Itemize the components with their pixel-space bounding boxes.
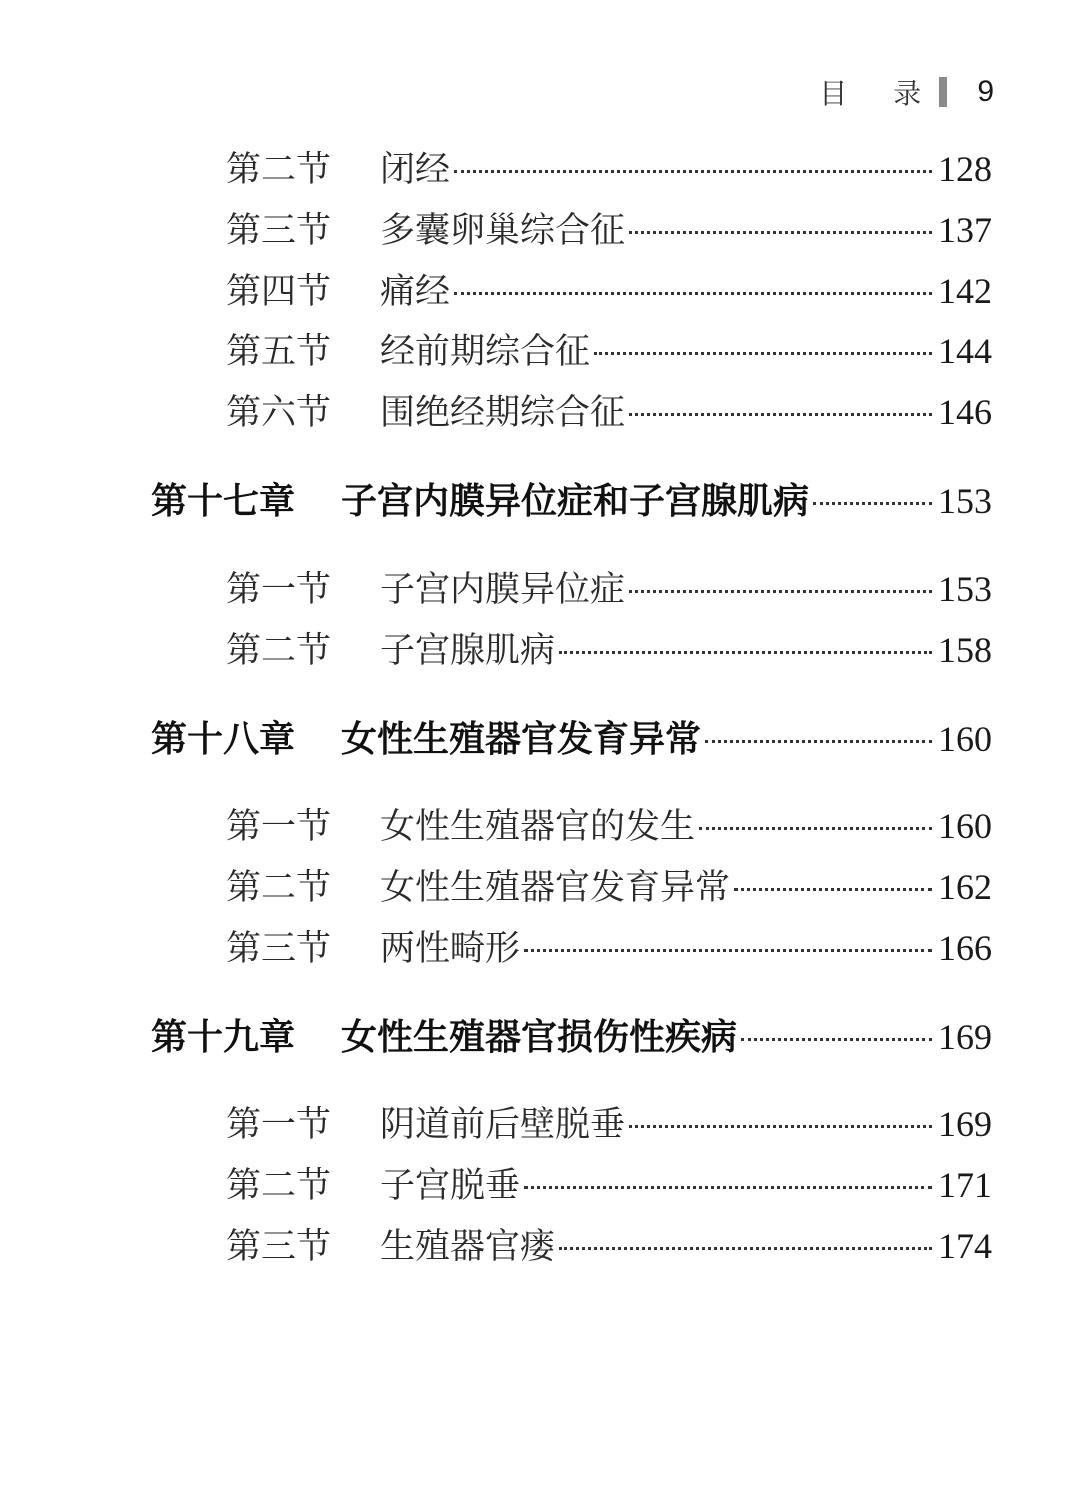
section-page-number: 166 [938, 928, 992, 968]
section-page-number: 158 [938, 630, 992, 670]
dot-leader [741, 1038, 932, 1041]
chapter-title: 女性生殖器官损伤性疾病 [341, 1017, 738, 1058]
section-page-number: 142 [938, 271, 992, 311]
section-number: 第二节 [226, 868, 332, 908]
chapter-page-number: 169 [938, 1017, 992, 1057]
toc-section-row[interactable] [226, 203, 992, 259]
toc-section-row[interactable] [226, 799, 992, 855]
dot-leader [629, 1125, 932, 1128]
dot-leader [454, 170, 932, 173]
section-page-number: 162 [938, 867, 992, 907]
toc-section-row[interactable] [226, 142, 992, 198]
section-number: 第一节 [226, 807, 332, 847]
chapter-number: 第十九章 [151, 1017, 296, 1058]
toc-section-row[interactable] [226, 1097, 992, 1153]
toc-section-row[interactable] [226, 921, 992, 977]
section-page-number: 137 [938, 210, 992, 250]
section-title: 女性生殖器官的发生 [380, 807, 696, 847]
section-number: 第三节 [226, 1227, 332, 1267]
toc-chapter-row[interactable] [151, 711, 992, 769]
section-title: 阴道前后壁脱垂 [380, 1105, 626, 1145]
toc-section-row[interactable] [226, 264, 992, 320]
header-page-number: 9 [977, 75, 994, 108]
section-number: 第六节 [226, 393, 332, 433]
section-number: 第一节 [226, 570, 332, 610]
section-number: 第一节 [226, 1105, 332, 1145]
section-number: 第三节 [226, 929, 332, 969]
section-title: 痛经 [380, 272, 451, 312]
chapter-number: 第十七章 [151, 481, 296, 522]
toc-section-row[interactable] [226, 1158, 992, 1214]
section-title: 女性生殖器官发育异常 [380, 868, 731, 908]
section-page-number: 144 [938, 331, 992, 371]
toc-section-row[interactable] [226, 1219, 992, 1275]
section-number: 第三节 [226, 211, 332, 251]
section-page-number: 169 [938, 1104, 992, 1144]
section-title: 两性畸形 [380, 929, 521, 969]
toc-section-row[interactable] [226, 324, 992, 380]
dot-leader [594, 352, 932, 355]
dot-leader [559, 651, 932, 654]
chapter-title: 子宫内膜异位症和子宫腺肌病 [341, 481, 810, 522]
toc-section-row[interactable] [226, 623, 992, 679]
dot-leader [524, 949, 932, 952]
dot-leader [629, 590, 932, 593]
section-title: 多囊卵巢综合征 [380, 211, 626, 251]
toc-chapter-row[interactable] [151, 473, 992, 531]
section-page-number: 146 [938, 392, 992, 432]
section-title: 子宫腺肌病 [380, 631, 556, 671]
section-number: 第二节 [226, 1166, 332, 1206]
chapter-page-number: 160 [938, 719, 992, 759]
section-page-number: 171 [938, 1165, 992, 1205]
running-header [819, 70, 994, 114]
section-page-number: 128 [938, 149, 992, 189]
toc-chapter-row[interactable] [151, 1009, 992, 1067]
section-title: 闭经 [380, 150, 451, 190]
toc-section-row[interactable] [226, 860, 992, 916]
header-title-char-2: 录 [893, 77, 922, 110]
dot-leader [705, 740, 932, 743]
toc-section-row[interactable] [226, 562, 992, 618]
header-title-char-1: 目 [819, 77, 848, 110]
section-number: 第二节 [226, 631, 332, 671]
section-title: 经前期综合征 [380, 332, 591, 372]
section-title: 子宫内膜异位症 [380, 570, 626, 610]
dot-leader [699, 827, 932, 830]
section-title: 生殖器官瘘 [380, 1227, 556, 1267]
section-number: 第四节 [226, 272, 332, 312]
dot-leader [629, 413, 932, 416]
dot-leader [734, 888, 932, 891]
section-page-number: 160 [938, 806, 992, 846]
section-number: 第五节 [226, 332, 332, 372]
toc-section-row[interactable] [226, 385, 992, 441]
chapter-number: 第十八章 [151, 719, 296, 760]
section-title: 围绝经期综合征 [380, 393, 626, 433]
chapter-title: 女性生殖器官发育异常 [341, 719, 702, 760]
dot-leader [524, 1186, 932, 1189]
chapter-page-number: 153 [938, 481, 992, 521]
section-page-number: 153 [938, 569, 992, 609]
section-page-number: 174 [938, 1226, 992, 1266]
section-number: 第二节 [226, 150, 332, 190]
dot-leader [629, 231, 932, 234]
header-divider-bar [939, 77, 947, 107]
dot-leader [454, 292, 932, 295]
dot-leader [559, 1247, 932, 1250]
dot-leader [813, 502, 932, 505]
section-title: 子宫脱垂 [380, 1166, 521, 1206]
